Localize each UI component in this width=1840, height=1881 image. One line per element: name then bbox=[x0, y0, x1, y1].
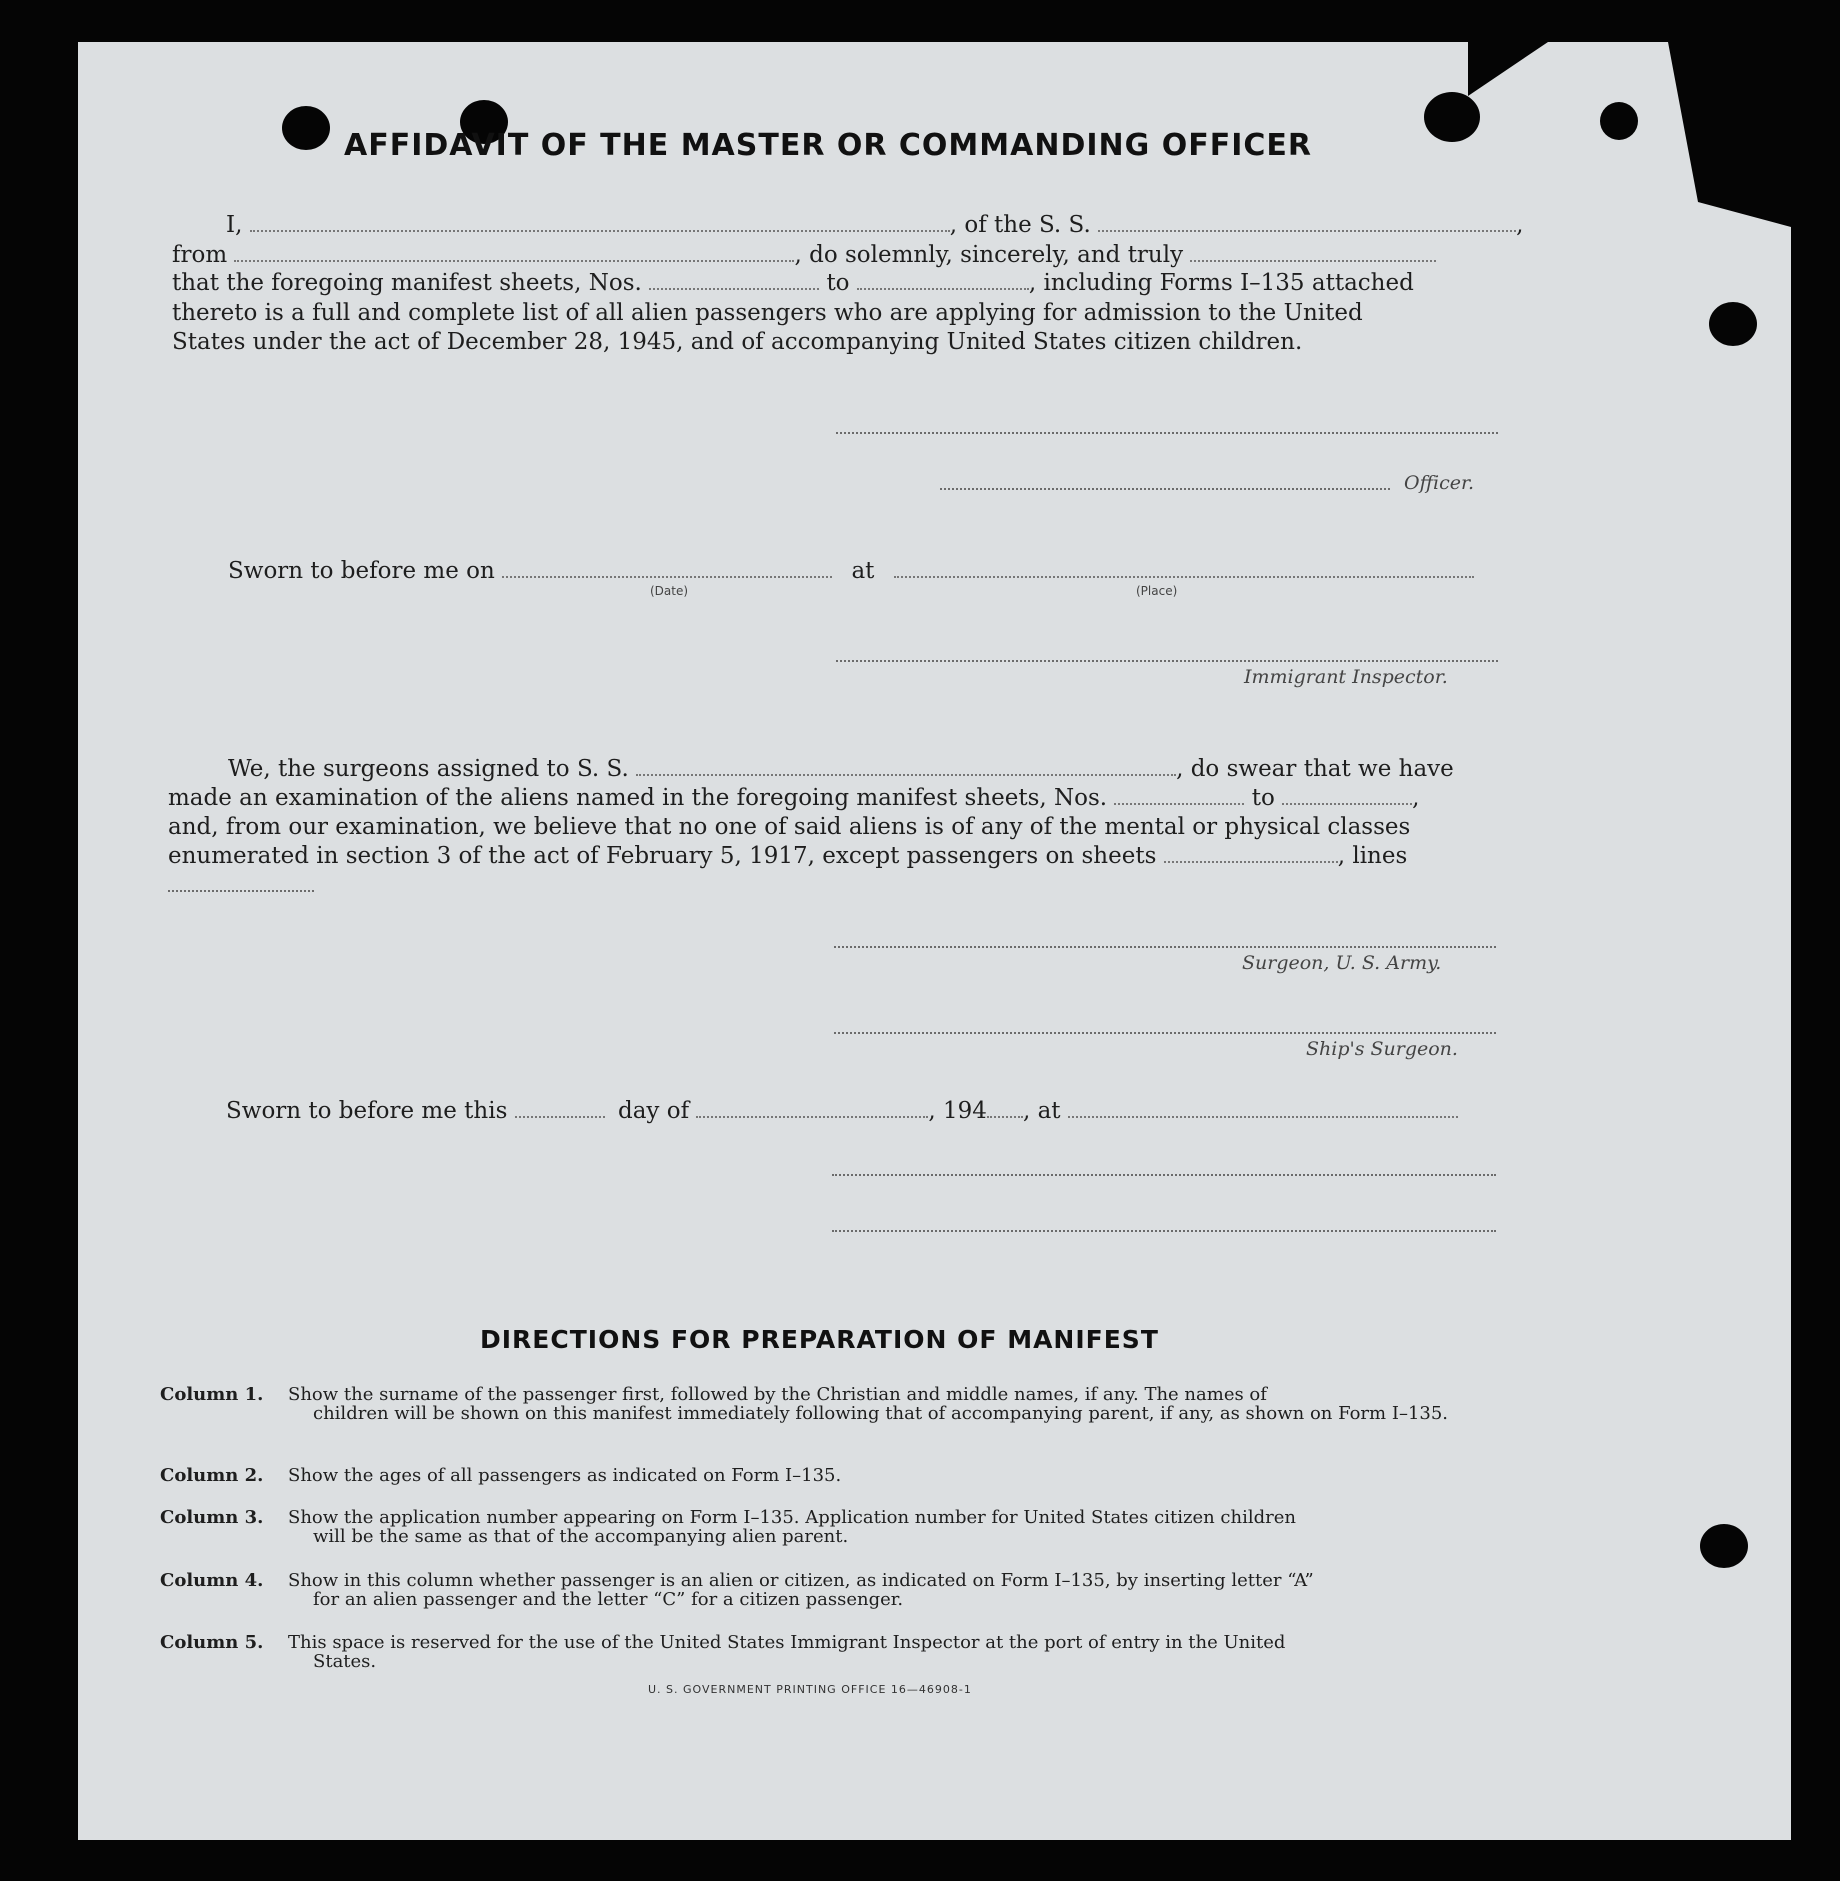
master-signature-line[interactable] bbox=[836, 432, 1498, 434]
officer-title-line[interactable] bbox=[940, 488, 1390, 490]
affidavit-line-2: from , do solemnly, sincerely, and truly bbox=[172, 242, 1436, 268]
sworn2-place-field[interactable] bbox=[1068, 1100, 1458, 1118]
except-sheets-field[interactable] bbox=[1164, 845, 1338, 863]
army-surgeon-caption: Surgeon, U. S. Army. bbox=[1242, 952, 1442, 974]
signature-line-a[interactable] bbox=[832, 1174, 1496, 1176]
signature-line-b[interactable] bbox=[832, 1230, 1496, 1232]
surgeon-sheets-to-field[interactable] bbox=[1282, 787, 1412, 805]
sworn-day-line: Sworn to before me this day of , 194 , at bbox=[226, 1098, 1458, 1124]
directions-heading: DIRECTIONS FOR PREPARATION OF MANIFEST bbox=[480, 1325, 1159, 1354]
surgeon-line-3: and, from our examination, we believe that no one of said aliens is of any of the mental or physical classes bbox=[168, 814, 1411, 840]
punch-hole bbox=[1709, 302, 1757, 346]
punch-hole bbox=[1424, 92, 1480, 142]
sworn-year-field[interactable] bbox=[987, 1100, 1023, 1118]
ship-name-field[interactable] bbox=[1098, 214, 1516, 232]
sheets-from-field[interactable] bbox=[649, 272, 819, 290]
surgeon-line-2: made an examination of the aliens named in the foregoing manifest sheets, Nos. to , bbox=[168, 785, 1420, 811]
army-surgeon-signature-line[interactable] bbox=[834, 946, 1496, 948]
affidavit-line-4: thereto is a full and complete list of all alien passengers who are applying for admission to the United bbox=[172, 300, 1363, 326]
ship-surgeon-signature-line[interactable] bbox=[834, 1032, 1496, 1034]
surgeon-sheets-from-field[interactable] bbox=[1114, 787, 1244, 805]
punch-hole bbox=[1700, 1524, 1748, 1568]
sworn-day-field[interactable] bbox=[515, 1100, 605, 1118]
officer-caption: Officer. bbox=[1404, 472, 1475, 494]
punch-hole bbox=[282, 106, 330, 150]
surgeon-line-4: enumerated in section 3 of the act of February 5, 1917, except passengers on sheets , lines bbox=[168, 843, 1408, 869]
sworn-date-field[interactable] bbox=[502, 560, 832, 578]
port-from-field[interactable] bbox=[234, 244, 794, 262]
affidavit-line-3: that the foregoing manifest sheets, Nos. to , including Forms I–135 attached bbox=[172, 270, 1414, 296]
form-title: AFFIDAVIT OF THE MASTER OR COMMANDING OFFICER bbox=[344, 128, 1312, 163]
punch-hole bbox=[1600, 102, 1638, 140]
surgeon-line-1: We, the surgeons assigned to S. S. , do swear that we have bbox=[228, 756, 1454, 782]
sheets-to-field[interactable] bbox=[857, 272, 1029, 290]
printing-office-footer: U. S. GOVERNMENT PRINTING OFFICE 16—46908-1 bbox=[648, 1683, 972, 1696]
master-name-field[interactable] bbox=[250, 214, 950, 232]
place-caption: (Place) bbox=[1136, 584, 1178, 598]
except-lines-field[interactable] bbox=[168, 890, 314, 892]
ship-surgeon-caption: Ship's Surgeon. bbox=[1306, 1038, 1458, 1060]
sworn-place-field[interactable] bbox=[894, 560, 1474, 578]
surgeon-ship-field[interactable] bbox=[636, 758, 1176, 776]
inspector-caption: Immigrant Inspector. bbox=[1244, 666, 1448, 688]
sworn-date-line: Sworn to before me on at bbox=[228, 558, 1474, 584]
sworn-month-field[interactable] bbox=[696, 1100, 928, 1118]
affidavit-line-5: States under the act of December 28, 1945, and of accompanying United States citizen children. bbox=[172, 329, 1303, 355]
affidavit-line-1: I, , of the S. S. , bbox=[226, 212, 1524, 238]
inspector-signature-line[interactable] bbox=[836, 660, 1498, 662]
date-caption: (Date) bbox=[650, 584, 689, 598]
solemnly-field[interactable] bbox=[1190, 244, 1436, 262]
